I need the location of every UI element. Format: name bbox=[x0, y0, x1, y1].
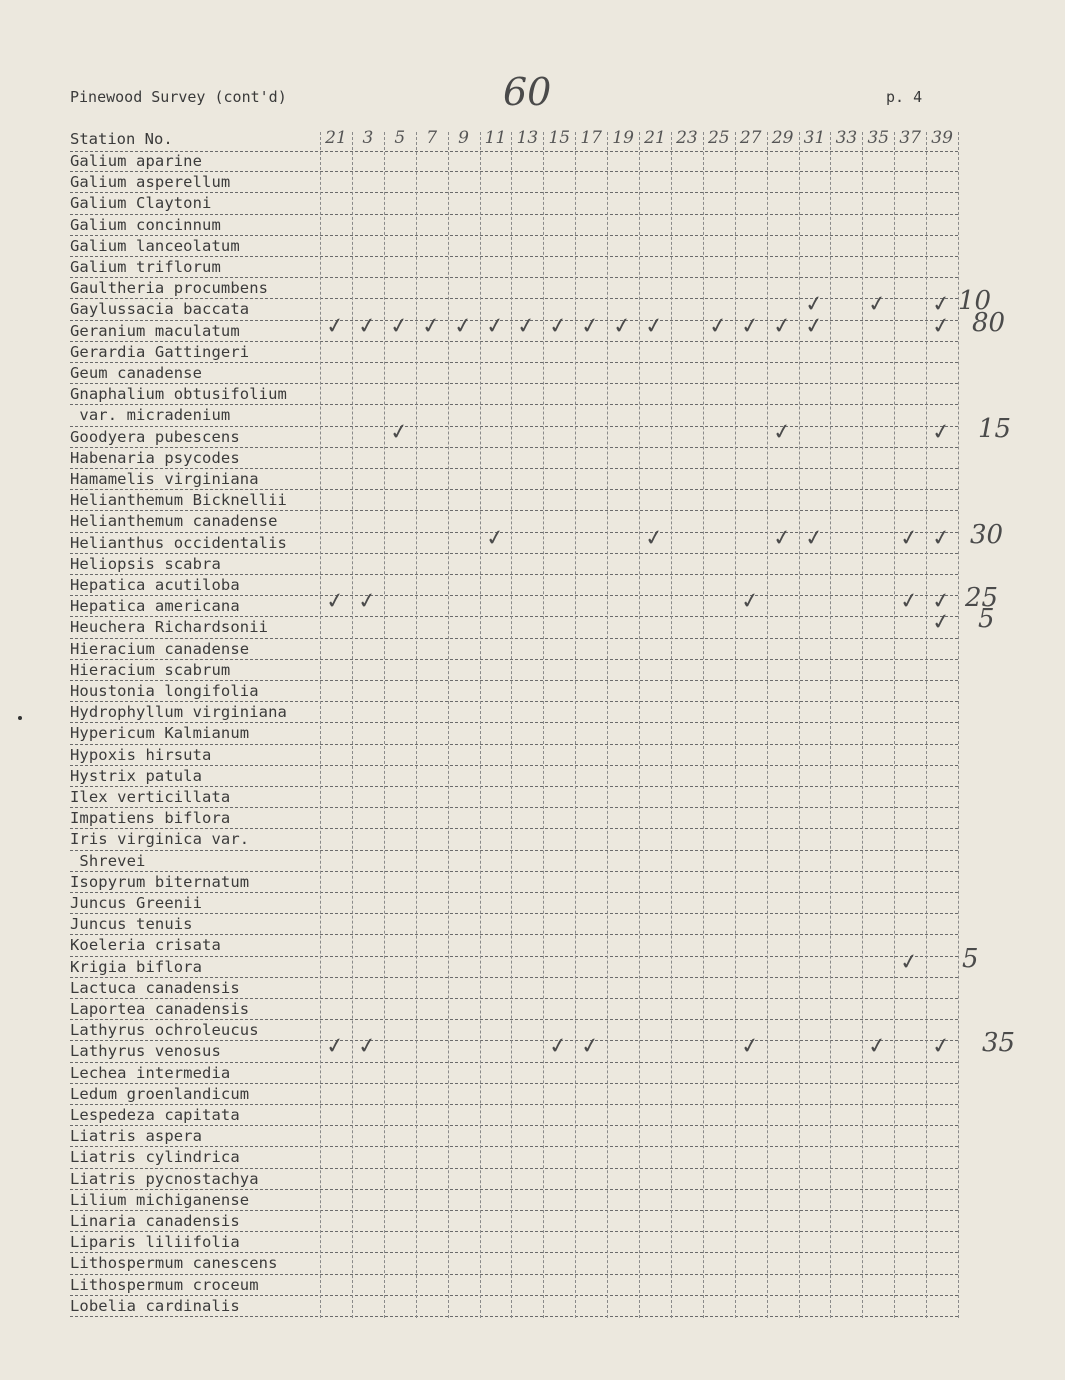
row-rule bbox=[70, 998, 958, 999]
check-mark: ✓ bbox=[388, 312, 410, 340]
row-rule bbox=[70, 1231, 958, 1232]
species-name: Lobelia cardinalis bbox=[70, 1296, 240, 1315]
row-rule bbox=[70, 298, 958, 299]
row-rule bbox=[70, 1062, 958, 1063]
row-rule bbox=[70, 447, 958, 448]
species-name: Galium asperellum bbox=[70, 173, 231, 192]
row-rule bbox=[70, 977, 958, 978]
station-number: 31 bbox=[803, 128, 826, 148]
column-rule bbox=[926, 132, 927, 1318]
column-rule bbox=[894, 132, 895, 1318]
species-name: Liparis liliifolia bbox=[70, 1233, 240, 1252]
row-rule bbox=[70, 1316, 958, 1317]
handwritten-count: 5 bbox=[962, 943, 979, 974]
check-mark: ✓ bbox=[930, 609, 953, 637]
row-rule bbox=[70, 383, 958, 384]
check-mark: ✓ bbox=[930, 418, 953, 446]
row-rule bbox=[70, 850, 958, 851]
check-mark: ✓ bbox=[739, 588, 761, 616]
check-mark: ✓ bbox=[547, 1033, 570, 1061]
species-name: Galium aparine bbox=[70, 152, 203, 170]
column-rule bbox=[352, 132, 353, 1318]
row-rule bbox=[70, 1019, 958, 1020]
species-name: Hieracium canadense bbox=[70, 639, 250, 658]
species-name: Linaria canadensis bbox=[70, 1212, 240, 1230]
margin-dot bbox=[18, 716, 22, 720]
row-rule bbox=[70, 1125, 958, 1126]
species-name: Helianthemum canadense bbox=[70, 512, 278, 531]
check-mark: ✓ bbox=[739, 312, 761, 340]
row-rule bbox=[70, 235, 958, 236]
check-mark: ✓ bbox=[483, 524, 506, 552]
species-name: Geum canadense bbox=[70, 364, 203, 382]
handwritten-count: 5 bbox=[978, 604, 995, 635]
check-mark: ✓ bbox=[451, 312, 474, 340]
row-rule bbox=[70, 744, 958, 745]
species-name: Galium concinnum bbox=[70, 215, 221, 234]
check-mark: ✓ bbox=[547, 312, 570, 340]
station-number: 15 bbox=[548, 128, 571, 148]
check-mark: ✓ bbox=[866, 291, 889, 319]
column-rule bbox=[575, 132, 576, 1318]
check-mark: ✓ bbox=[611, 312, 634, 340]
species-name: Liatris pycnostachya bbox=[70, 1169, 259, 1188]
row-rule bbox=[70, 871, 958, 872]
check-mark: ✓ bbox=[324, 588, 347, 616]
check-mark: ✓ bbox=[707, 312, 729, 340]
row-rule bbox=[70, 616, 958, 617]
species-name: Helianthus occidentalis bbox=[70, 533, 287, 552]
column-rule bbox=[511, 132, 512, 1318]
header-rule bbox=[70, 151, 958, 152]
row-rule bbox=[70, 701, 958, 702]
row-rule bbox=[70, 1189, 958, 1190]
species-name: Lithospermum canescens bbox=[70, 1254, 278, 1273]
column-rule bbox=[384, 132, 385, 1318]
column-rule bbox=[639, 132, 640, 1318]
check-mark: ✓ bbox=[930, 291, 953, 319]
species-name: Lathyrus ochroleucus bbox=[70, 1021, 259, 1040]
check-mark: ✓ bbox=[770, 312, 793, 340]
species-name: Hamamelis virginiana bbox=[70, 470, 259, 488]
station-number: 23 bbox=[676, 128, 698, 148]
row-rule bbox=[70, 489, 958, 490]
row-rule bbox=[70, 320, 958, 321]
column-rule bbox=[607, 132, 608, 1318]
species-name: Lactuca canadensis bbox=[70, 978, 240, 997]
column-rule bbox=[543, 132, 544, 1318]
check-mark: ✓ bbox=[356, 312, 378, 340]
species-name: Iris virginica var. bbox=[70, 830, 250, 849]
check-mark: ✓ bbox=[739, 1033, 761, 1061]
species-name: Galium triflorum bbox=[70, 258, 221, 276]
handwritten-count: 10 bbox=[958, 286, 992, 317]
station-number: 35 bbox=[867, 128, 890, 148]
species-name: Habenaria psycodes bbox=[70, 448, 240, 467]
row-rule bbox=[70, 765, 958, 766]
row-rule bbox=[70, 277, 958, 278]
species-name: Hystrix patula bbox=[70, 766, 203, 785]
row-rule bbox=[70, 341, 958, 342]
row-rule bbox=[70, 1295, 958, 1296]
column-rule bbox=[320, 132, 321, 1318]
check-mark: ✓ bbox=[483, 312, 506, 340]
column-rule bbox=[480, 132, 481, 1318]
species-name: Juncus tenuis bbox=[70, 915, 193, 934]
species-name: Liatris aspera bbox=[70, 1127, 203, 1146]
species-name: Shrevei bbox=[70, 851, 146, 870]
check-mark: ✓ bbox=[324, 312, 347, 340]
check-mark: ✓ bbox=[420, 312, 442, 340]
species-name: Hypericum Kalmianum bbox=[70, 724, 250, 743]
row-rule bbox=[70, 404, 958, 405]
column-rule bbox=[703, 132, 704, 1318]
check-mark: ✓ bbox=[930, 1033, 953, 1061]
row-rule bbox=[70, 1274, 958, 1275]
species-name: Houstonia longifolia bbox=[70, 682, 259, 700]
species-name: Hieracium scabrum bbox=[70, 660, 231, 679]
row-rule bbox=[70, 1252, 958, 1253]
species-name: Liatris cylindrica bbox=[70, 1148, 240, 1167]
station-number: 7 bbox=[426, 128, 438, 148]
check-mark: ✓ bbox=[356, 588, 378, 616]
row-rule bbox=[70, 532, 958, 533]
row-rule bbox=[70, 1083, 958, 1084]
station-number: 3 bbox=[362, 128, 374, 148]
column-rule bbox=[448, 132, 449, 1318]
row-rule bbox=[70, 1146, 958, 1147]
row-rule bbox=[70, 913, 958, 914]
check-mark: ✓ bbox=[866, 1033, 889, 1061]
handwritten-page-number: 60 bbox=[503, 70, 552, 114]
check-mark: ✓ bbox=[324, 1033, 347, 1061]
station-number: 39 bbox=[931, 128, 953, 148]
check-mark: ✓ bbox=[802, 291, 825, 319]
station-number: 9 bbox=[458, 128, 469, 148]
species-name: Lespedeza capitata bbox=[70, 1106, 240, 1124]
row-rule bbox=[70, 510, 958, 511]
check-mark: ✓ bbox=[770, 524, 793, 552]
station-number: 25 bbox=[707, 128, 730, 148]
species-name: Heliopsis scabra bbox=[70, 554, 221, 573]
row-rule bbox=[70, 934, 958, 935]
species-name: Laportea canadensis bbox=[70, 1000, 250, 1018]
check-mark: ✓ bbox=[356, 1033, 378, 1061]
row-rule bbox=[70, 192, 958, 193]
row-rule bbox=[70, 892, 958, 893]
station-number: 11 bbox=[484, 128, 507, 148]
row-rule bbox=[70, 256, 958, 257]
row-rule bbox=[70, 786, 958, 787]
species-name: Heuchera Richardsonii bbox=[70, 618, 269, 637]
station-number: 13 bbox=[516, 128, 539, 148]
row-rule bbox=[70, 1168, 958, 1169]
station-number: 21 bbox=[325, 128, 347, 148]
row-rule bbox=[70, 722, 958, 723]
check-mark: ✓ bbox=[802, 312, 825, 340]
column-rule bbox=[735, 132, 736, 1318]
station-label: Station No. bbox=[70, 130, 173, 148]
check-mark: ✓ bbox=[930, 312, 953, 340]
check-mark: ✓ bbox=[898, 948, 921, 976]
column-rule bbox=[767, 132, 768, 1318]
row-rule bbox=[70, 553, 958, 554]
species-name: Juncus Greenii bbox=[70, 894, 203, 912]
row-rule bbox=[70, 362, 958, 363]
species-name: Galium Claytoni bbox=[70, 194, 212, 213]
check-mark: ✓ bbox=[802, 524, 825, 552]
species-name: Geranium maculatum bbox=[70, 321, 240, 340]
handwritten-count: 30 bbox=[970, 519, 1004, 550]
row-rule bbox=[70, 171, 958, 172]
check-mark: ✓ bbox=[579, 312, 602, 340]
species-name: Hepatica acutiloba bbox=[70, 576, 240, 594]
check-mark: ✓ bbox=[515, 312, 538, 340]
station-number: 29 bbox=[771, 128, 794, 148]
species-name: Goodyera pubescens bbox=[70, 427, 240, 446]
row-rule bbox=[70, 659, 958, 660]
row-rule bbox=[70, 807, 958, 808]
check-mark: ✓ bbox=[579, 1033, 602, 1061]
row-rule bbox=[70, 1210, 958, 1211]
row-rule bbox=[70, 956, 958, 957]
column-rule bbox=[671, 132, 672, 1318]
species-name: Gaylussacia baccata bbox=[70, 300, 250, 319]
column-rule bbox=[416, 132, 417, 1318]
row-rule bbox=[70, 574, 958, 575]
species-name: Helianthemum Bicknellii bbox=[70, 491, 287, 510]
check-mark: ✓ bbox=[388, 418, 410, 446]
species-name: var. micradenium bbox=[70, 406, 231, 425]
species-name: Koeleria crisata bbox=[70, 936, 221, 955]
check-mark: ✓ bbox=[643, 312, 666, 340]
row-rule bbox=[70, 214, 958, 215]
species-name: Lilium michiganense bbox=[70, 1190, 250, 1209]
species-name: Lithospermum croceum bbox=[70, 1275, 259, 1294]
species-name: Galium lanceolatum bbox=[70, 236, 240, 255]
row-rule bbox=[70, 680, 958, 681]
row-rule bbox=[70, 426, 958, 427]
check-mark: ✓ bbox=[898, 588, 921, 616]
station-number: 17 bbox=[580, 128, 602, 148]
station-number: 5 bbox=[394, 128, 406, 148]
row-rule bbox=[70, 828, 958, 829]
station-number: 33 bbox=[835, 128, 858, 148]
species-name: Gerardia Gattingeri bbox=[70, 342, 250, 361]
check-mark: ✓ bbox=[930, 524, 953, 552]
species-name: Hypoxis hirsuta bbox=[70, 745, 212, 764]
species-name: Isopyrum biternatum bbox=[70, 872, 250, 891]
row-rule bbox=[70, 595, 958, 596]
check-mark: ✓ bbox=[770, 418, 793, 446]
check-mark: ✓ bbox=[643, 524, 666, 552]
check-mark: ✓ bbox=[930, 588, 953, 616]
station-number: 27 bbox=[739, 128, 762, 148]
row-rule bbox=[70, 1040, 958, 1041]
column-rule bbox=[862, 132, 863, 1318]
station-number: 21 bbox=[644, 128, 666, 148]
handwritten-count: 80 bbox=[972, 307, 1006, 338]
species-name: Hydrophyllum virginiana bbox=[70, 703, 287, 722]
species-name: Hepatica americana bbox=[70, 597, 240, 616]
row-rule bbox=[70, 1104, 958, 1105]
column-rule bbox=[799, 132, 800, 1318]
species-name: Gnaphalium obtusifolium bbox=[70, 385, 287, 404]
row-rule bbox=[70, 638, 958, 639]
species-name: Lechea intermedia bbox=[70, 1063, 231, 1082]
handwritten-count: 35 bbox=[982, 1028, 1016, 1059]
page-label: p. 4 bbox=[886, 88, 923, 106]
handwritten-count: 25 bbox=[965, 583, 999, 614]
species-name: Gaultheria procumbens bbox=[70, 279, 269, 298]
species-name: Krigia biflora bbox=[70, 957, 203, 976]
check-mark: ✓ bbox=[898, 524, 921, 552]
species-name: Ledum groenlandicum bbox=[70, 1084, 250, 1103]
species-name: Impatiens biflora bbox=[70, 809, 231, 828]
handwritten-count: 15 bbox=[978, 413, 1012, 444]
row-rule bbox=[70, 468, 958, 469]
station-number: 19 bbox=[612, 128, 634, 148]
survey-title: Pinewood Survey (cont'd) bbox=[70, 88, 287, 106]
station-number: 37 bbox=[899, 128, 921, 148]
column-rule bbox=[830, 132, 831, 1318]
species-name: Lathyrus venosus bbox=[70, 1042, 221, 1061]
species-name: Ilex verticillata bbox=[70, 788, 231, 806]
